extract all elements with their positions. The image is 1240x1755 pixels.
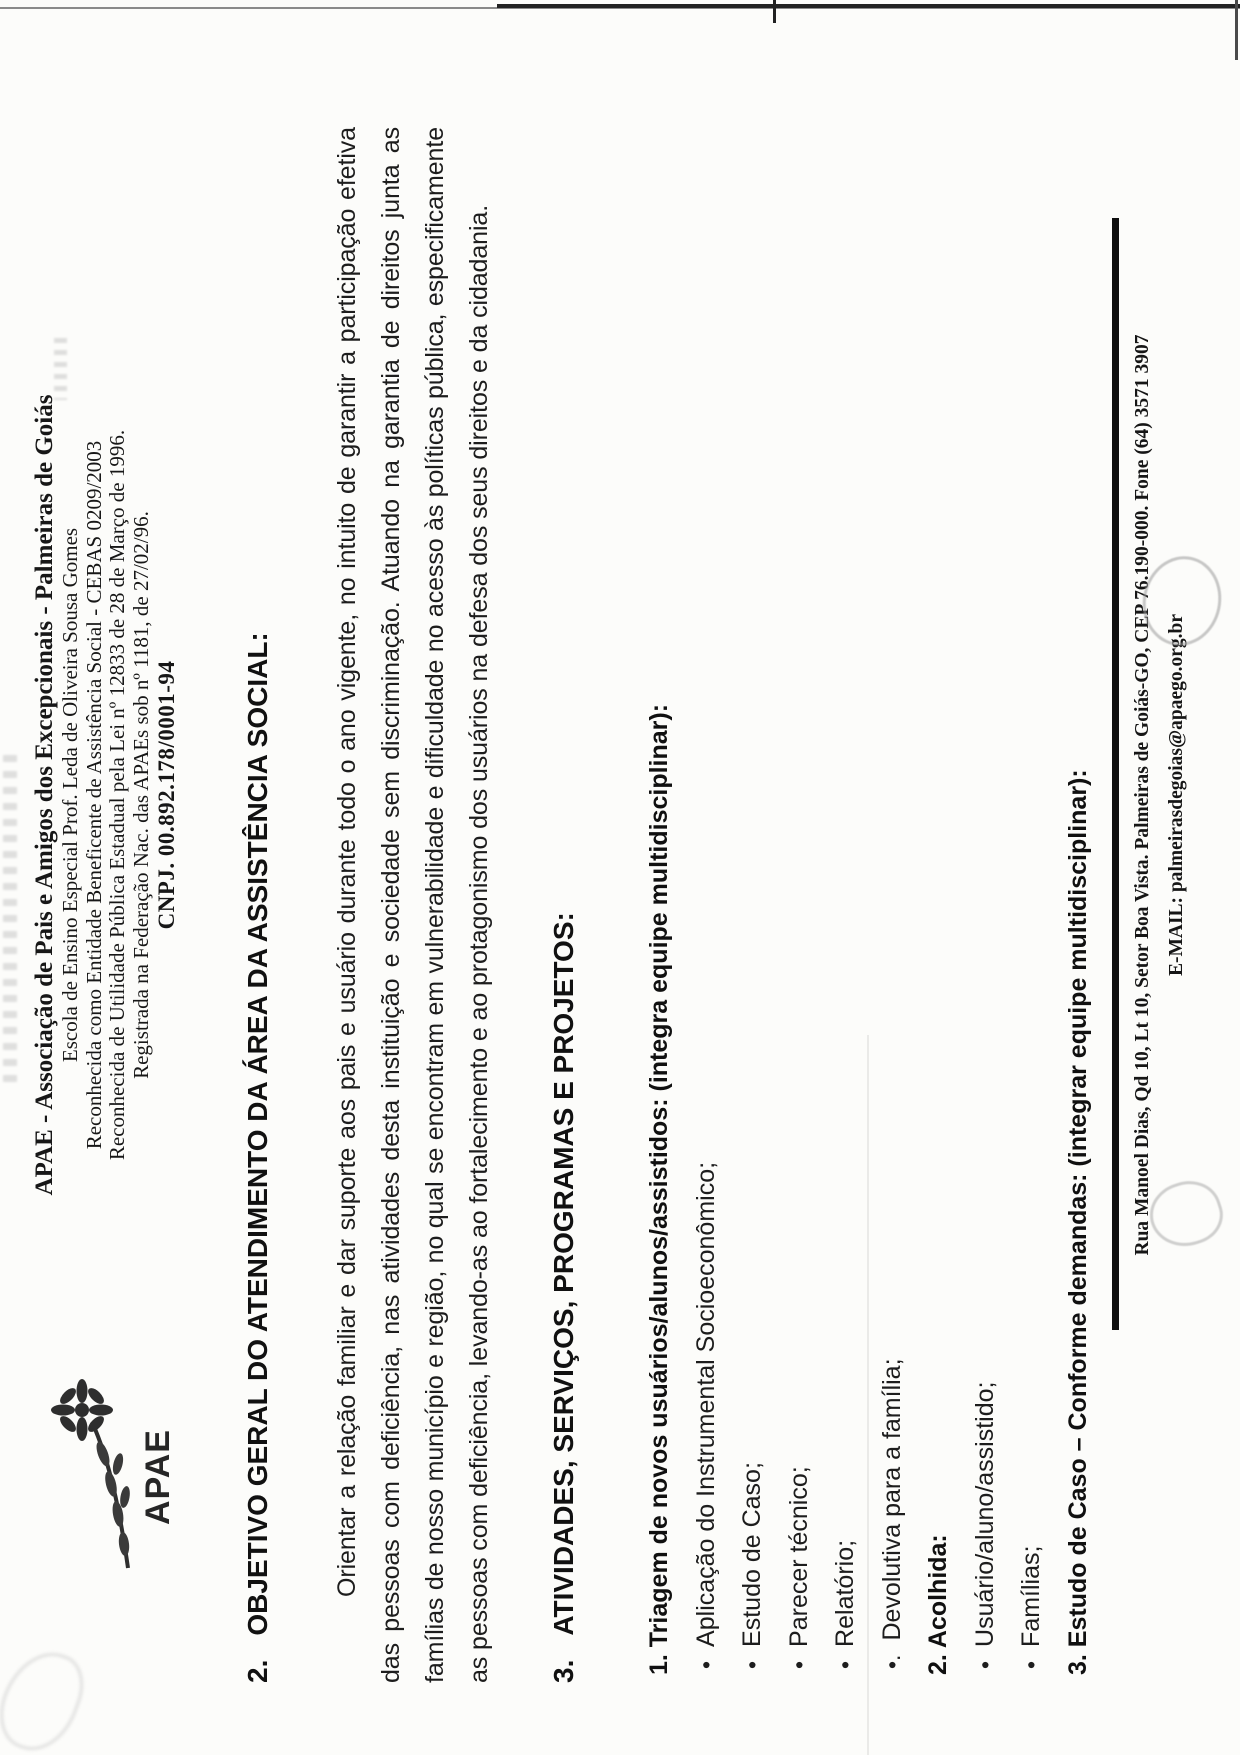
list-item-text: 3. Estudo de Caso – Conforme demandas: (integrar equipe multidisciplinar): — [1063, 769, 1092, 1675]
footer-address: Rua Manoel Dias, Qd 10, Lt 10, Setor Boa Vista. Palmeiras de Goiás-GO, CEP 76.190-000. Fone (64) 3571 3907 — [1132, 334, 1153, 1256]
objective-paragraph: Orientar a relação familiar e dar suporte aos pais e usuário durante todo o ano vigente, no intuito de garantir a participação efetiva das pessoas com deficiência, nas atividades desta instituição e sociedade sem discriminação. Atuando na garantia de direitos junta as famílias de nosso município e região, no qual se encontram em vulnerabilidade e dificuldade no acesso às políticas pública, especificamente as pessoas com deficiência, levando-as ao fortalecimento e ao protagonismo dos usuários na defesa dos seus direitos e da cidadania. — [333, 127, 493, 1683]
org-name-line: APAE - Associação de Pais e Amigos dos Excepcionais - Palmeiras de Goiás — [31, 394, 58, 1196]
list-item-usuario — [962, 129, 1009, 1689]
bullet-icon: • — [785, 1660, 812, 1669]
bullet-icon: • — [692, 1660, 719, 1669]
school-line: Escola de Ensino Especial Prof. Leda de Oliveira Sousa Gomes — [58, 527, 82, 1063]
scan-artifact-faint-side-text — [3, 755, 17, 1085]
list-item-aplicacao — [683, 129, 730, 1689]
section-2-number: 2. — [242, 1659, 273, 1683]
bullet-icon: • — [832, 1660, 858, 1669]
section-3-heading — [548, 123, 580, 1683]
list-item-text: Famílias; — [1017, 1545, 1045, 1647]
apae-logo — [48, 1361, 190, 1593]
cnpj-line: CNPJ. 00.892.178/0001-94 — [154, 660, 179, 930]
list-item-acolhida — [915, 129, 962, 1689]
list-item-estudo-caso — [729, 129, 776, 1689]
list-item-text: 2. Acolhida: — [924, 1534, 952, 1675]
utility-law-line: Reconhecida de Utilidade Pública Estadual pela Lei nº 12833 de 28 de Março de 1996. — [105, 429, 129, 1161]
list-item-text: Aplicação do Instrumental Socioeconômico; — [691, 1161, 720, 1647]
list-item-relatorio — [822, 129, 869, 1689]
list-item-parecer — [776, 129, 823, 1689]
list-item-triagem — [636, 129, 683, 1689]
list-item-text: Relatório; — [831, 1539, 859, 1647]
list-item-text: Usuário/aluno/assistido; — [970, 1381, 999, 1647]
apae-wordmark: APAE — [139, 1429, 177, 1525]
letterhead — [30, 265, 180, 1325]
scan-artifact-faint-marks — [54, 338, 67, 400]
list-item-devolutiva — [869, 129, 916, 1689]
scan-artifact-top-tick — [773, 0, 776, 23]
list-item-text: Devolutiva para a família; — [877, 1358, 906, 1641]
scan-artifact-top-line-dark — [497, 4, 1240, 8]
bullet-icon: •. — [878, 1654, 905, 1669]
section-2-heading — [242, 123, 274, 1683]
list-item-text: Parecer técnico; — [784, 1466, 813, 1647]
footer-email: E-MAIL: palmeirasdegoias@apaego.org.br — [1166, 613, 1187, 977]
section-3-number: 3. — [548, 1659, 579, 1683]
federation-line: Registrada na Federação Nac. das APAEs sob nº 1181, de 27/02/96. — [128, 511, 153, 1079]
bullet-icon: • — [1018, 1660, 1044, 1669]
list-item-familias — [1008, 129, 1055, 1689]
list-item-text: 1. Triagem de novos usuários/alunos/assistidos: (integra equipe multidisciplinar): — [645, 703, 673, 1675]
scan-artifact-crease — [867, 1035, 869, 1755]
apae-flower-icon — [48, 1361, 140, 1593]
section-3-title: ATIVIDADES, SERVIÇOS, PROGRAMAS E PROJETOS: — [548, 912, 579, 1636]
scan-artifact-right-edge-line — [1235, 0, 1238, 60]
footer-divider — [1112, 218, 1119, 1330]
bullet-icon: • — [971, 1660, 998, 1669]
list-item-estudo-demandas — [1055, 129, 1102, 1689]
section-2-title: OBJETIVO GERAL DO ATENDIMENTO DA ÁREA DA ASSISTÊNCIA SOCIAL: — [242, 632, 273, 1636]
bullet-icon: • — [739, 1660, 765, 1669]
cebas-line: Reconhecida como Entidade Beneficente de Assistência Social - CEBAS 0209/2003 — [81, 440, 106, 1150]
list-item-text: Estudo de Caso; — [738, 1462, 766, 1647]
